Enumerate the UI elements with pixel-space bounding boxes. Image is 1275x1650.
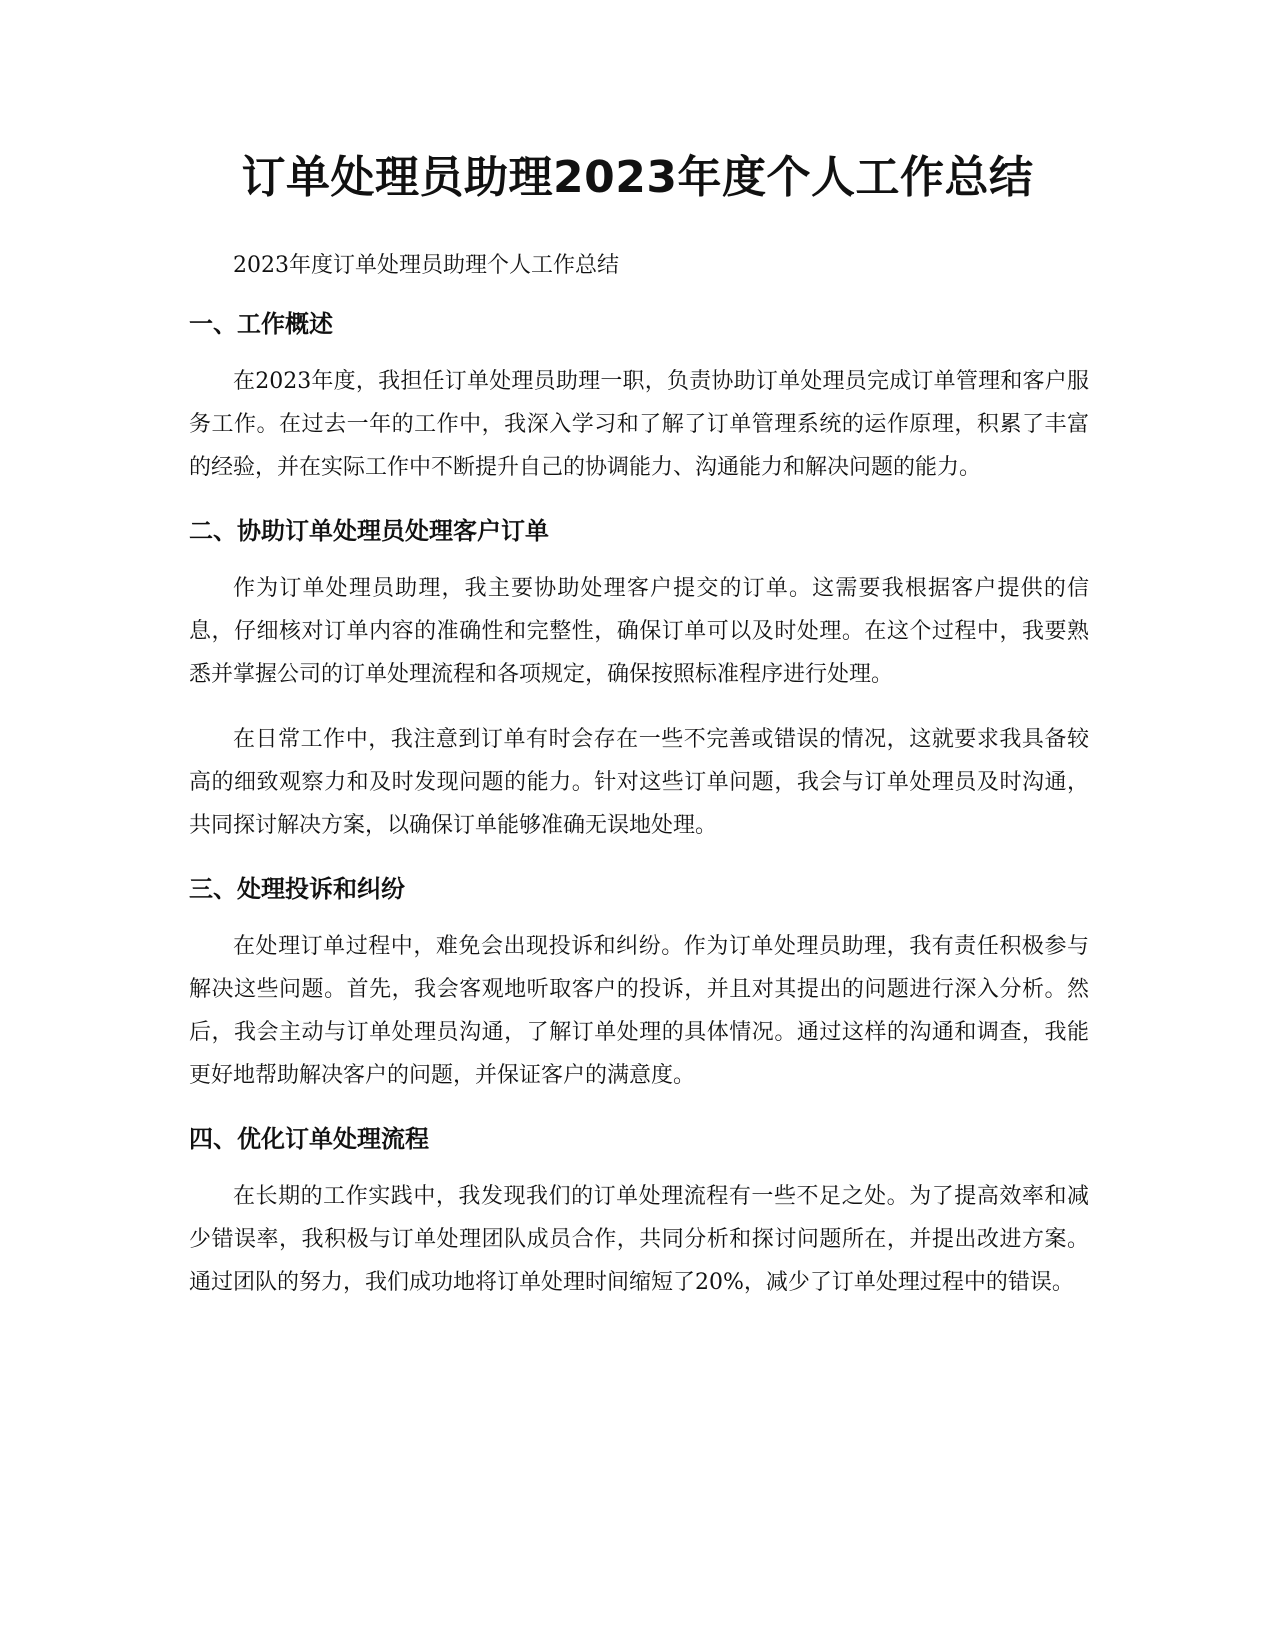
document-body [189, 246, 1089, 1326]
section-heading: 一、工作概述 [189, 310, 333, 338]
document-subtitle: 2023年度订单处理员助理个人工作总结 [233, 253, 619, 278]
paragraph: 在2023年度，我担任订单处理员助理一职，负责协助订单处理员完成订单管理和客户服务工作。在过去一年的工作中，我深入学习和了解了订单管理系统的运作原理，积累了丰富的经验，并在实际工作中不断提升自己的协调能力、沟通能力和解决问题的能力。 [189, 369, 1089, 480]
section-optimize-process [189, 1119, 1089, 1304]
section-heading: 四、优化订单处理流程 [189, 1125, 429, 1153]
section-complaints [189, 869, 1089, 1097]
paragraph: 作为订单处理员助理，我主要协助处理客户提交的订单。这需要我根据客户提供的信息，仔细核对订单内容的准确性和完整性，确保订单可以及时处理。在这个过程中，我要熟悉并掌握公司的订单处理流程和各项规定，确保按照标准程序进行处理。 [189, 576, 1089, 687]
paragraph: 在日常工作中，我注意到订单有时会存在一些不完善或错误的情况，这就要求我具备较高的细致观察力和及时发现问题的能力。针对这些订单问题，我会与订单处理员及时沟通，共同探讨解决方案，以确保订单能够准确无误地处理。 [189, 727, 1089, 838]
paragraph: 在长期的工作实践中，我发现我们的订单处理流程有一些不足之处。为了提高效率和减少错误率，我积极与订单处理团队成员合作，共同分析和探讨问题所在，并提出改进方案。通过团队的努力，我们成功地将订单处理时间缩短了20%，减少了订单处理过程中的错误。 [189, 1184, 1089, 1295]
document-title: 订单处理员助理2023年度个人工作总结 [241, 152, 1034, 203]
section-overview [189, 304, 1089, 489]
section-heading: 三、处理投诉和纠纷 [189, 875, 405, 903]
section-heading: 二、协助订单处理员处理客户订单 [189, 517, 549, 545]
section-assist-orders [189, 511, 1089, 847]
paragraph: 在处理订单过程中，难免会出现投诉和纠纷。作为订单处理员助理，我有责任积极参与解决这些问题。首先，我会客观地听取客户的投诉，并且对其提出的问题进行深入分析。然后，我会主动与订单处理员沟通，了解订单处理的具体情况。通过这样的沟通和调查，我能更好地帮助解决客户的问题，并保证客户的满意度。 [189, 934, 1089, 1088]
